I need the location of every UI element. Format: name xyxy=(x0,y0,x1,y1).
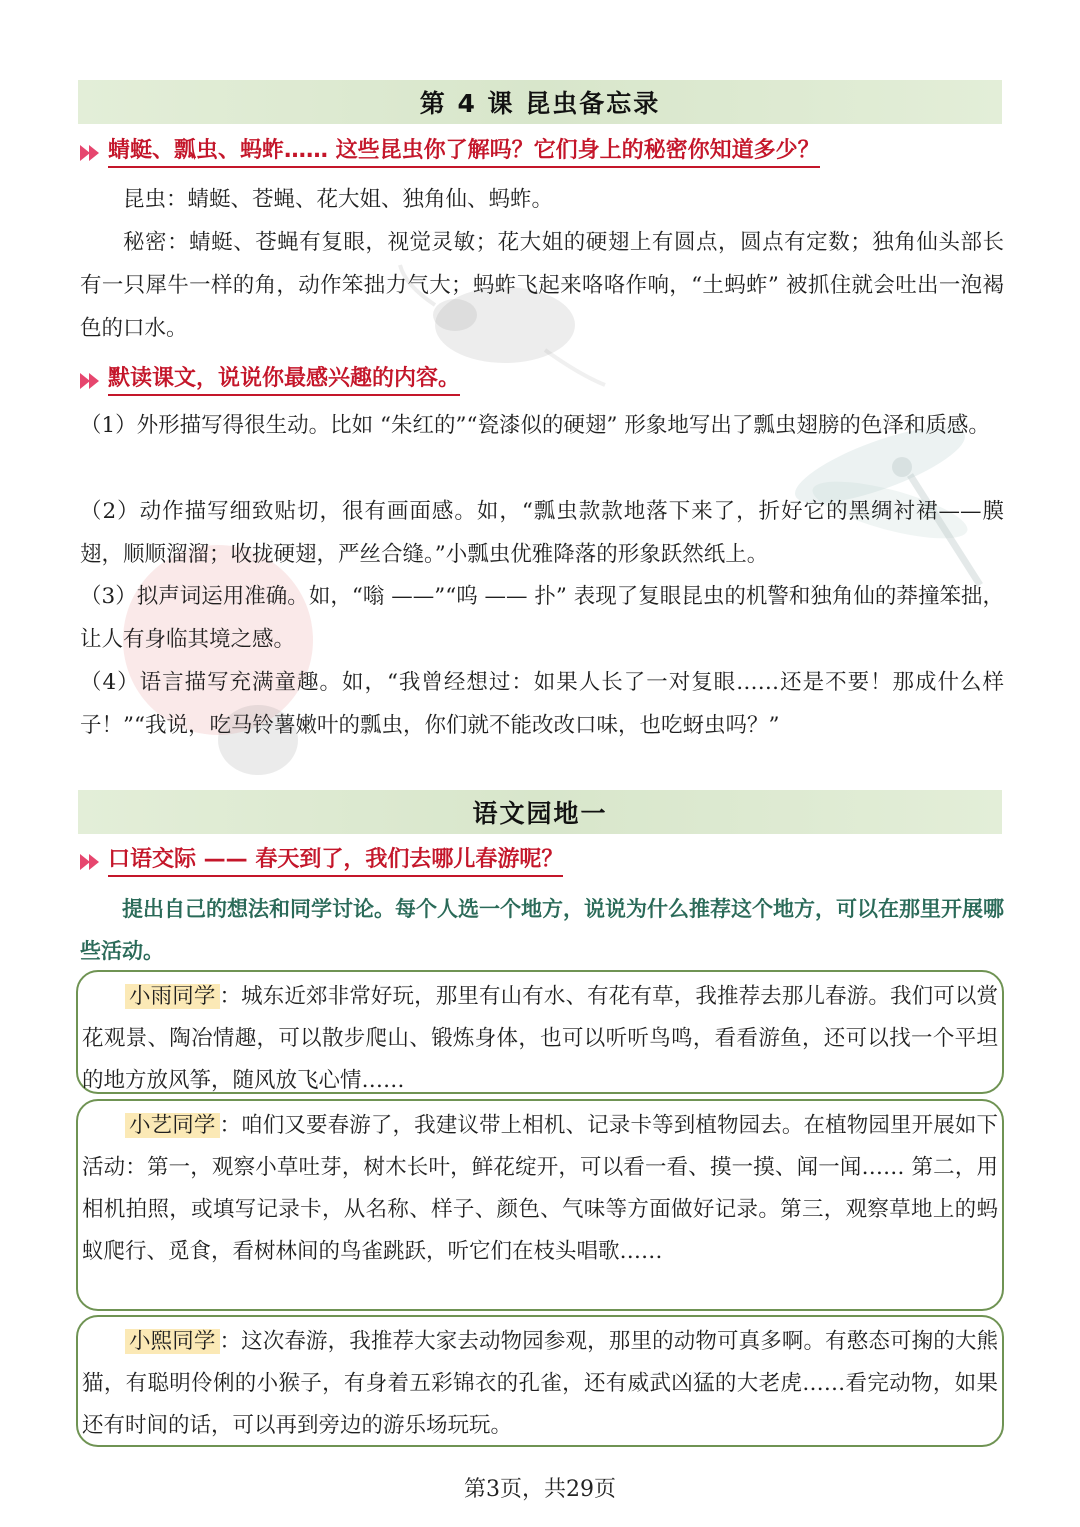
student-name: 小艺同学 xyxy=(125,1113,220,1138)
point-3: （3）拟声词运用准确。如，“嗡 ——”“呜 —— 扑” 表现了复眼昆虫的机警和独角仙的莽撞笨拙，让人有身临其境之感。 xyxy=(80,584,1004,652)
point-2: （2）动作描写细致贴切，很有画面感。如，“瓢虫款款地落下来了，折好它的黑绸衬裙——膜翅，顺顺溜溜；收拢硬翅，严丝合缝。”小瓢虫优雅降落的形象跃然纸上。 xyxy=(80,499,1004,567)
student-text: ：咱们又要春游了，我建议带上相机、记录卡等到植物园去。在植物园里开展如下活动：第一，观察小草吐芽，树木长叶，鲜花绽开，可以看一看、摸一摸、闻一闻…… 第二，用相机拍照，或填写记录卡，从名称、样子、颜色、气味等方面做好记录。第三，观察草地上的蚂蚁爬行、觅食，看树林间的鸟雀跳跃，听它们在枝头唱歌…… xyxy=(82,1113,998,1264)
double-arrow-icon xyxy=(78,370,106,392)
garden-title: 语文园地一 xyxy=(472,799,608,828)
student-card-3 xyxy=(76,1315,1004,1447)
point-1: （1）外形描写得很生动。比如 “朱红的”“瓷漆似的硬翅” 形象地写出了瓢虫翅膀的色泽和质感。 xyxy=(80,413,990,438)
lesson-title: 第 4 课 昆虫备忘录 xyxy=(419,89,661,118)
page-number: 第3页，共29页 xyxy=(464,1477,616,1502)
student-name: 小熙同学 xyxy=(125,1329,220,1354)
lesson-title-bar xyxy=(78,80,1002,124)
question-heading-2 xyxy=(78,365,460,396)
student-text: ：城东近郊非常好玩，那里有山有水、有花有草，我推荐去那儿春游。我们可以赏花观景、陶冶情趣，可以散步爬山、锻炼身体，也可以听听鸟鸣，看看游鱼，还可以找一个平坦的地方放风筝，随风放飞心情…… xyxy=(82,984,998,1093)
student-card-1 xyxy=(76,970,1004,1094)
garden-title-bar xyxy=(78,790,1002,834)
question-text-1: 蜻蜓、瓢虫、蚂蚱…… 这些昆虫你了解吗？它们身上的秘密你知道多少？ xyxy=(108,137,820,168)
student-card-2 xyxy=(76,1099,1004,1311)
student-name: 小雨同学 xyxy=(125,984,220,1009)
task-intro: 提出自己的想法和同学讨论。每个人选一个地方，说说为什么推荐这个地方，可以在那里开展哪些活动。 xyxy=(80,897,1004,963)
oral-question-text: 口语交际 —— 春天到了，我们去哪儿春游呢？ xyxy=(108,846,563,877)
student-text: ：这次春游，我推荐大家去动物园参观，那里的动物可真多啊。有憨态可掬的大熊猫，有聪明伶俐的小猴子，有身着五彩锦衣的孔雀，还有威武凶猛的大老虎……看完动物，如果还有时间的话，可以再到旁边的游乐场玩玩。 xyxy=(82,1329,998,1438)
insects-line: 昆虫：蜻蜓、苍蝇、花大姐、独角仙、蚂蚱。 xyxy=(123,187,554,212)
question-text-2: 默读课文，说说你最感兴趣的内容。 xyxy=(108,365,460,396)
question-heading-1 xyxy=(78,137,820,168)
secrets-paragraph: 秘密：蜻蜓、苍蝇有复眼，视觉灵敏；花大姐的硬翅上有圆点，圆点有定数；独角仙头部长有一只犀牛一样的角，动作笨拙力气大；蚂蚱飞起来咯咯作响，“土蚂蚱” 被抓住就会吐出一泡褐色的口水。 xyxy=(80,230,1004,341)
double-arrow-icon xyxy=(78,851,106,873)
point-4: （4）语言描写充满童趣。如，“我曾经想过：如果人长了一对复眼……还是不要！那成什么样子！”“我说，吃马铃薯嫩叶的瓢虫，你们就不能改改口味，也吃蚜虫吗？” xyxy=(80,670,1004,738)
double-arrow-icon xyxy=(78,142,106,164)
oral-question-heading xyxy=(78,846,563,877)
